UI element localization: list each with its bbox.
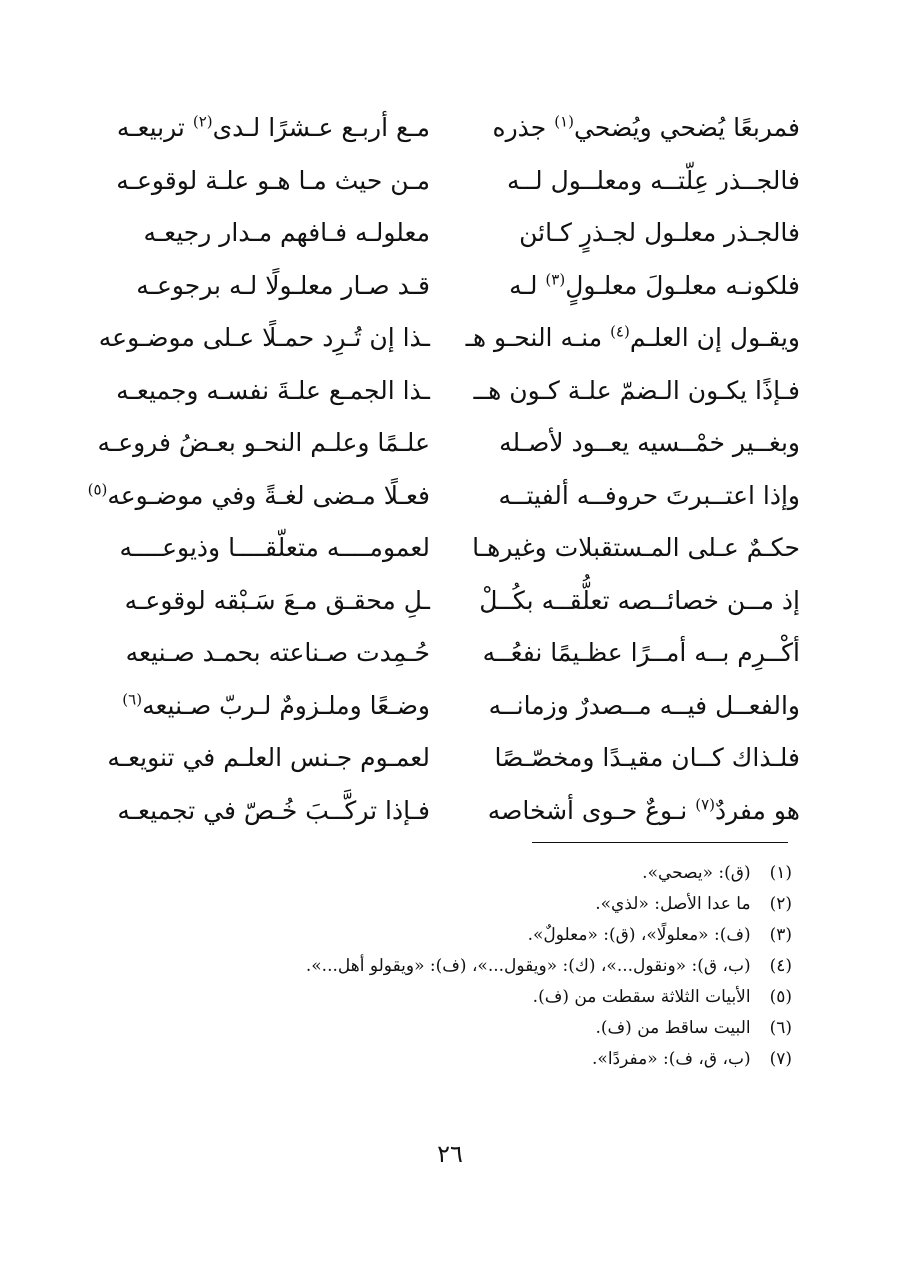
verse-line — [100, 371, 800, 411]
hemistich-second — [97, 423, 430, 463]
hemistich-first — [470, 108, 800, 148]
hemistich-first — [470, 528, 800, 568]
hemistich-first — [470, 476, 800, 516]
footnote-number: (٢) — [769, 894, 792, 914]
hemistich-text-tail: منـه النحـو هـ — [465, 323, 611, 352]
footnote-text: ما عدا الأصل: «لذي». — [595, 894, 751, 914]
hemistich-text: قـد صـار معلـولًا لـه برجوعـه — [136, 270, 430, 300]
hemistich-text: مـع أربـع عـشرًا لـدى — [212, 113, 430, 142]
hemistich-text: ويقـول إن العلـم — [629, 323, 800, 352]
hemistich-text: فمربعًا يُضحي ويُضحي — [573, 113, 800, 142]
hemistich-first — [470, 423, 800, 463]
verse-line — [100, 266, 800, 306]
hemistich-text: وبغــير خمْــسيه يعــود لأصـله — [499, 428, 800, 457]
footnote-text: (ف): «معلولًا»، (ق): «معلولٌ». — [527, 925, 751, 945]
footnote — [92, 951, 792, 982]
hemistich-text: لعمومــــه متعلّقــــا وذيوعــــه — [119, 533, 430, 562]
hemistich-text: وإذا اعتــبرتَ حروفــه ألفيتــه — [498, 480, 800, 510]
verse-line — [100, 161, 800, 201]
hemistich-text-tail: نـوعٌ حـوى أشخاصه — [487, 795, 696, 825]
hemistich-text: فلكونـه معلـولَ معلـولٍ — [565, 270, 800, 300]
footnote-number: (٧) — [769, 1049, 792, 1069]
hemistich-second — [100, 633, 430, 673]
verse-line — [100, 791, 800, 831]
hemistich-first — [470, 633, 800, 673]
hemistich-first — [470, 161, 800, 201]
hemistich-text-tail: تربيعـه — [116, 113, 193, 142]
hemistich-first — [465, 318, 800, 358]
verse-line — [87, 476, 800, 516]
hemistich-text: مـن حيث مـا هـو علـة لوقوعـه — [116, 165, 430, 195]
footnote-separator — [532, 842, 788, 843]
hemistich-second — [100, 528, 430, 568]
footnote — [92, 889, 792, 920]
footnote-number: (٤) — [769, 956, 792, 976]
verse-line — [97, 423, 800, 463]
footnote-marker: (٦) — [122, 690, 143, 709]
hemistich-text: حكـمٌ عـلى المـستقبلات وغيرهـا — [472, 533, 800, 562]
hemistich-text: لعمـوم جـنس العلـم في تنويعـه — [107, 743, 430, 772]
hemistich-first — [470, 738, 800, 778]
verse-line — [100, 213, 800, 253]
footnote-marker: (١) — [554, 112, 574, 131]
footnote — [92, 858, 792, 889]
hemistich-text: فـإذًا يكـون الـضمّ علـة كـون هــ — [473, 375, 800, 405]
hemistich-second — [100, 108, 430, 148]
verse-line — [100, 738, 800, 778]
verse-line — [100, 686, 800, 726]
verse-line — [100, 581, 800, 621]
hemistich-text: علـمًا وعلـم النحـو بعـضُ فروعـه — [97, 428, 430, 457]
footnote-text: البيت ساقط من (ف). — [595, 1018, 751, 1038]
hemistich-text: وضـعًا وملـزومٌ لـربّ صـنيعه — [142, 690, 430, 720]
hemistich-second — [100, 213, 430, 253]
hemistich-second — [100, 581, 430, 621]
hemistich-text: والفعــل فيــه مــصدرٌ وزمانــه — [488, 690, 800, 720]
footnote-number: (٥) — [769, 987, 792, 1007]
hemistich-second — [100, 686, 430, 726]
verse-line — [100, 108, 800, 148]
hemistich-first — [470, 371, 800, 411]
hemistich-text: فالجـذر معلـول لجـذرٍ كـائن — [519, 218, 800, 247]
hemistich-text: ـلِ محقـق مـعَ سَـبْقه لوقوعـه — [124, 585, 430, 615]
footnote-marker: (٢) — [192, 112, 213, 131]
footnote-text: الأبيات الثلاثة سقطت من (ف). — [532, 987, 751, 1007]
hemistich-text: فعـلًا مـضى لغـةً وفي موضـوعه — [107, 480, 430, 510]
hemistich-second — [100, 791, 430, 831]
hemistich-second — [100, 318, 430, 358]
footnote-text: (ق): «يصحي». — [642, 863, 751, 883]
hemistich-text: إذ مــن خصائــصه تعلُّقــه بكُــلْ — [479, 585, 800, 615]
footnote — [92, 920, 792, 951]
verse-line — [100, 528, 800, 568]
hemistich-first — [470, 791, 800, 831]
hemistich-text: أكْــرِم بــه أمــرًا عظـيمًا نفعُــه — [482, 638, 800, 667]
footnote-marker: (٤) — [610, 322, 630, 341]
footnote — [92, 1013, 792, 1044]
footnote-text: (ب، ق، ف): «مفردًا». — [592, 1049, 751, 1069]
verse-line — [100, 318, 800, 358]
hemistich-first — [470, 213, 800, 253]
hemistich-text: ـذا الجمـع علـةَ نفسـه وجميعـه — [116, 375, 430, 405]
footnote-number: (٣) — [769, 925, 792, 945]
hemistich-first — [470, 266, 800, 306]
verse-line — [100, 633, 800, 673]
hemistich-text: حُـمِدت صـناعته بحمـد صـنيعه — [125, 638, 430, 667]
hemistich-text: ـذا إن تُـرِد حمـلًا عـلى موضـوعه — [98, 323, 430, 352]
footnote-text: (ب، ق): «ونقول...»، (ك): «ويقول...»، (ف): «ويقولو أهل...». — [305, 956, 751, 976]
hemistich-text-tail: لـه — [509, 270, 546, 300]
footnote-marker: (٧) — [695, 795, 715, 814]
page-number: ٢٦ — [437, 1140, 463, 1168]
hemistich-first — [470, 686, 800, 726]
hemistich-text: فـإذا تركَّــبَ خُـصّ في تجميعـه — [117, 795, 430, 825]
hemistich-first — [470, 581, 800, 621]
hemistich-second — [100, 161, 430, 201]
hemistich-second — [100, 266, 430, 306]
footnotes — [92, 858, 792, 1075]
hemistich-text: معلولـه فـافهم مـدار رجيعـه — [143, 218, 430, 247]
footnote-marker: (٣) — [545, 270, 566, 289]
footnote-number: (١) — [769, 863, 792, 883]
hemistich-text-tail: جذره — [492, 113, 555, 142]
footnote-number: (٦) — [769, 1018, 792, 1038]
footnote — [92, 1044, 792, 1075]
hemistich-text: فالجــذر عِلّتــه ومعلــول لــه — [507, 165, 800, 195]
hemistich-text: هو مفردٌ — [714, 795, 800, 825]
hemistich-second — [87, 476, 430, 516]
hemistich-second — [100, 738, 430, 778]
hemistich-text: فلـذاك كــان مقيـدًا ومخصّـصًا — [494, 743, 800, 772]
hemistich-second — [100, 371, 430, 411]
footnote-marker: (٥) — [87, 480, 108, 499]
footnote — [92, 982, 792, 1013]
